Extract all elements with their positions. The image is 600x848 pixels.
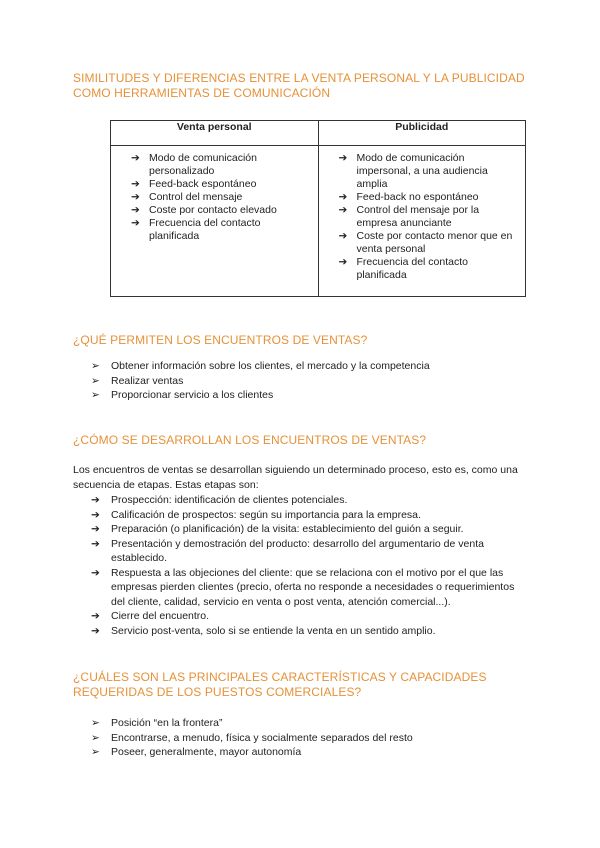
table-cell-venta-personal	[111, 146, 319, 297]
section3-heading: ¿CÓMO SE DESARROLLAN LOS ENCUENTROS DE VENTAS?	[73, 433, 427, 447]
list-item: ➔ Coste por contacto elevado	[131, 204, 277, 216]
section4-list	[91, 716, 491, 760]
list-item: ➔ Calificación de prospectos: según su importancia para la empresa.	[91, 508, 421, 521]
section2-list	[91, 359, 491, 403]
arrow-icon: ➔	[131, 204, 140, 216]
triangle-arrow-icon: ➢	[91, 717, 100, 729]
list-item: ➔ Modo de comunicación personalizado	[131, 152, 257, 177]
comparison-table	[110, 120, 526, 297]
arrow-icon: ➔	[131, 217, 140, 229]
arrow-icon: ➔	[131, 191, 140, 203]
list-item: ➢ Proporcionar servicio a los clientes	[91, 389, 274, 401]
list-item: ➔ Feed-back espontáneo	[131, 178, 257, 190]
venta-personal-list	[131, 152, 314, 243]
section4-heading: ¿CUÁLES SON LAS PRINCIPALES CARACTERÍSTICAS Y CAPACIDADES REQUERIDAS DE LOS PUESTOS COMERCIALES?	[73, 670, 487, 699]
list-item: ➔ Feed-back no espontáneo	[338, 191, 479, 203]
list-item: ➔ Preparación (o planificación) de la visita: establecimiento del guión a seguir.	[91, 523, 464, 535]
section3-list	[91, 493, 531, 638]
list-item: ➢ Realizar ventas	[91, 374, 184, 387]
list-item: ➢ Poseer, generalmente, mayor autonomía	[91, 746, 302, 758]
arrow-icon: ➔	[91, 610, 100, 622]
arrow-icon: ➔	[338, 230, 348, 242]
section1-heading: SIMILITUDES Y DIFERENCIAS ENTRE LA VENTA PERSONAL Y LA PUBLICIDAD COMO HERRAMIENTAS DE COMUNICACIÓN	[73, 71, 525, 100]
triangle-arrow-icon: ➢	[91, 731, 100, 744]
list-item: ➔ Respuesta a las objeciones del cliente: que se relaciona con el motivo por el que las empresas pierden clientes (precio, oferta no responde a necesidades o requerimientos del cliente, calidad, servicio en venta o post venta, atención comercial...).	[91, 566, 515, 608]
arrow-icon: ➔	[91, 624, 100, 637]
list-item: ➔ Presentación y demostración del producto: desarrollo del argumentario de venta establecido.	[91, 537, 484, 564]
arrow-icon: ➔	[91, 566, 100, 579]
list-item: ➔ Modo de comunicación impersonal, a una audiencia amplia	[338, 152, 488, 190]
arrow-icon: ➔	[91, 508, 100, 521]
table-header-publicidad: Publicidad	[318, 121, 526, 146]
arrow-icon: ➔	[338, 204, 348, 216]
list-item: ➢ Obtener información sobre los clientes, el mercado y la competencia	[91, 360, 430, 372]
triangle-arrow-icon: ➢	[91, 360, 100, 372]
list-item: ➢ Encontrarse, a menudo, física y socialmente separados del resto	[91, 731, 413, 744]
triangle-arrow-icon: ➢	[91, 746, 100, 758]
list-item: ➔ Servicio post-venta, solo si se entiende la venta en un sentido amplio.	[91, 624, 436, 637]
list-item: ➔ Cierre del encuentro.	[91, 610, 210, 622]
arrow-icon: ➔	[91, 523, 100, 535]
list-item: ➢ Posición “en la frontera”	[91, 717, 223, 729]
section2-heading: ¿QUÉ PERMITEN LOS ENCUENTROS DE VENTAS?	[73, 333, 368, 347]
list-item: ➔ Frecuencia del contacto planificada	[338, 256, 468, 281]
arrow-icon: ➔	[91, 494, 100, 506]
arrow-icon: ➔	[91, 537, 100, 550]
list-item: ➔ Prospección: identificación de clientes potenciales.	[91, 494, 348, 506]
publicidad-list	[339, 152, 522, 282]
arrow-icon: ➔	[338, 152, 348, 164]
arrow-icon: ➔	[131, 152, 140, 164]
arrow-icon: ➔	[338, 191, 348, 203]
arrow-icon: ➔	[338, 256, 348, 268]
list-item: ➔ Control del mensaje	[131, 191, 243, 203]
arrow-icon: ➔	[131, 178, 140, 190]
list-item: ➔ Coste por contacto menor que en venta personal	[338, 230, 513, 255]
section3-paragraph: Los encuentros de ventas se desarrollan siguiendo un determinado proceso, esto es, como una secuencia de etapas. Estas etapas son:	[73, 464, 518, 491]
list-item: ➔ Control del mensaje por la empresa anunciante	[338, 204, 480, 229]
list-item: ➔ Frecuencia del contacto planificada	[131, 217, 261, 242]
table-header-venta-personal: Venta personal	[111, 121, 319, 146]
triangle-arrow-icon: ➢	[91, 389, 100, 401]
triangle-arrow-icon: ➢	[91, 374, 100, 387]
table-cell-publicidad	[318, 146, 526, 297]
